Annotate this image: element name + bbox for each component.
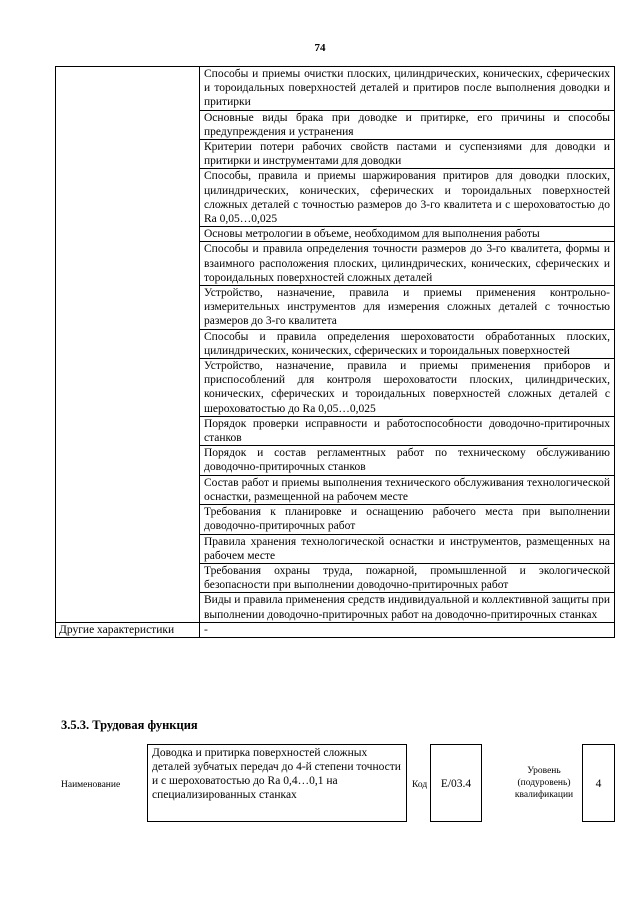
knowledge-table: [55, 66, 615, 638]
knowledge-item: Порядок и состав регламентных работ по техническому обслуживанию доводочно-притирочных станков: [200, 446, 615, 475]
knowledge-label-cell: [56, 67, 200, 623]
table-row: [56, 67, 615, 111]
knowledge-item: Виды и правила применения средств индивидуальной и коллективной защиты при выполнении доводочно-притирочных работ на доводочно-притирочных станках: [200, 593, 615, 622]
knowledge-item: Правила хранения технологической оснастки и инструментов, размещенных на рабочем месте: [200, 534, 615, 563]
knowledge-item: Требования к планировке и оснащению рабочего места при выполнении доводочно-притирочных работ: [200, 505, 615, 534]
name-label: Наименование: [61, 780, 121, 790]
knowledge-item: Устройство, назначение, правила и приемы применения приборов и приспособлений для контроля шероховатости плоских, цилиндрических, конических, сферических и тороидальных поверхностей сложных деталей с шероховатостью до Ra 0,05…0,025: [200, 359, 615, 417]
code-value: E/03.4: [430, 744, 482, 822]
knowledge-item: Состав работ и приемы выполнения технического обслуживания технологической оснастки, размещенной на рабочем месте: [200, 475, 615, 504]
other-characteristics-label: Другие характеристики: [56, 622, 200, 637]
other-characteristics-value: -: [200, 622, 615, 637]
labor-function-row: [55, 744, 615, 824]
knowledge-item: Основные виды брака при доводке и притирке, его причины и способы предупреждения и устранения: [200, 110, 615, 139]
table-row: [56, 622, 615, 637]
level-value: 4: [582, 744, 615, 822]
level-label: Уровень (подуровень) квалификации: [514, 766, 574, 800]
name-value: Доводка и притирка поверхностей сложных деталей зубчатых передач до 4-й степени точности и с шероховатостью до Ra 0,4…0,1 на специализированных станках: [147, 744, 407, 822]
knowledge-item: Порядок проверки исправности и работоспособности доводочно-притирочных станков: [200, 416, 615, 445]
section-heading: 3.5.3. Трудовая функция: [61, 718, 198, 732]
knowledge-item: Способы и правила определения шероховатости обработанных плоских, цилиндрических, конических, сферических и тороидальных поверхностей: [200, 329, 615, 358]
knowledge-item: Способы, правила и приемы шаржирования притиров для доводки плоских, цилиндрических, конических, сферических и тороидальных поверхностей сложных деталей с точностью размеров до 3-го квалитета и с шероховатостью до Ra 0,05…0,025: [200, 169, 615, 227]
knowledge-item: Требования охраны труда, пожарной, промышленной и экологической безопасности при выполнении доводочно-притирочных работ: [200, 563, 615, 592]
code-label: Код: [412, 780, 428, 790]
knowledge-item: Основы метрологии в объеме, необходимом для выполнения работы: [200, 227, 615, 242]
knowledge-item: Устройство, назначение, правила и приемы применения контрольно-измерительных инструментов для измерения сложных деталей с точностью размеров до 3-го квалитета: [200, 286, 615, 330]
knowledge-item: Способы и приемы очистки плоских, цилиндрических, конических, сферических и тороидальных поверхностей деталей и притиров после выполнения доводки и притирки: [200, 67, 615, 111]
knowledge-item: Способы и правила определения точности размеров до 3-го квалитета, формы и взаимного расположения плоских, цилиндрических, конических, сферических и тороидальных поверхностей сложных деталей: [200, 242, 615, 286]
knowledge-item: Критерии потери рабочих свойств пастами и суспензиями для доводки и притирки и инструментами для доводки: [200, 140, 615, 169]
page-number: 74: [314, 42, 326, 54]
